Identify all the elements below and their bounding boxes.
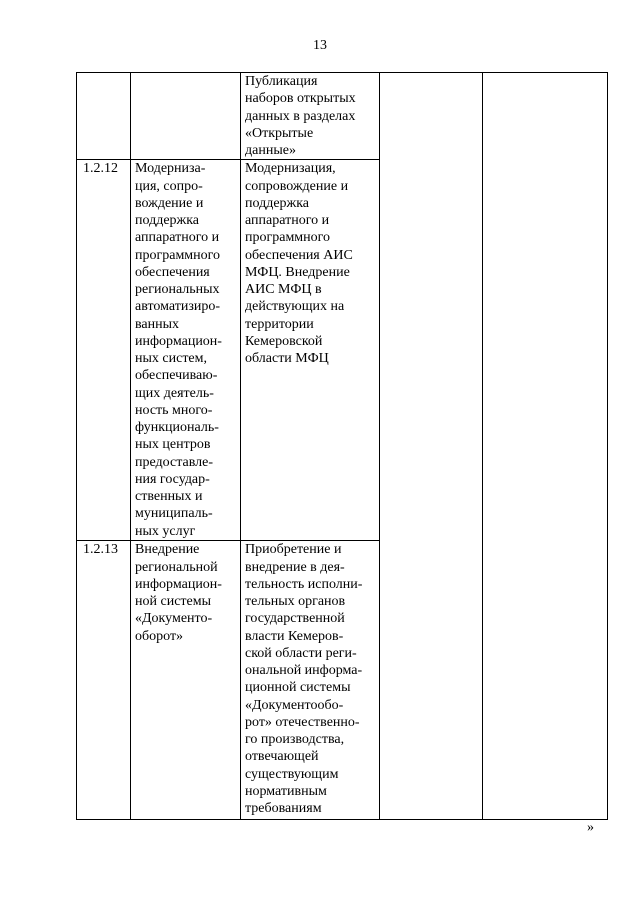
item-name-cell — [131, 73, 241, 160]
empty-column-cell — [380, 73, 483, 820]
empty-column-cell — [483, 73, 608, 820]
item-description-cell: Приобретение и внедрение в дея- тельность исполни- тельных органов государственной власти Кемеров- ской области реги- ональной информа- ционной системы «Документообо- рот» отечественно- го производства, отвечающей существующим нормативным требованиям — [241, 541, 380, 820]
item-name-cell: Модерниза- ция, сопро- вождение и поддержка аппаратного и программного обеспечения региональных автоматизиро- ванных информацион- ных систем, обеспечиваю- щих деятель- ность много- функциональ- ных центров предоставле- ния государ- ственных и муниципаль- ных услуг — [131, 160, 241, 541]
item-code-cell — [77, 73, 131, 160]
item-description-cell: Публикация наборов открытых данных в разделах «Открытые данные» — [241, 73, 380, 160]
closing-quote-mark: » — [587, 820, 594, 835]
document-table — [76, 72, 608, 820]
item-description-cell: Модернизация, сопровождение и поддержка аппаратного и программного обеспечения АИС МФЦ. Внедрение АИС МФЦ в действующих на территории Кемеровской области МФЦ — [241, 160, 380, 541]
table-row — [77, 73, 608, 160]
item-code-cell: 1.2.12 — [77, 160, 131, 541]
item-code-cell: 1.2.13 — [77, 541, 131, 820]
item-name-cell: Внедрение региональной информацион- ной системы «Документо- оборот» — [131, 541, 241, 820]
page-number: 13 — [313, 38, 327, 53]
